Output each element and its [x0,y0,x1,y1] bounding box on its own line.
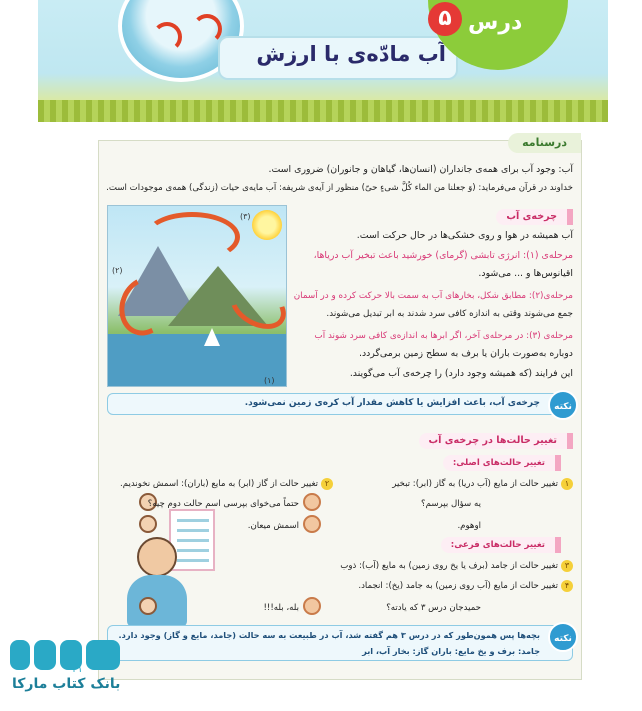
lesson-content [98,136,582,680]
state-item-1-text: تغییر حالت از مایع (آب دریا) به گاز (ابر): تبخیر [392,479,558,489]
boy-illustration [117,537,197,627]
marka-logo [10,640,120,670]
girl-avatar [303,597,321,615]
note-box-1 [107,393,573,415]
note-text-2: بچه‌ها پس همون‌طور که در درس ۳ هم گفته شد، آب در طبیعت به سه حالت (جامد، مایع و گاز) وجود دارد. [118,630,540,640]
state-item-4 [358,579,573,593]
bullet: ۲ [321,478,333,490]
page-title: آب مادّه‌ی با ارزش [256,42,446,66]
cycle-line-4: مرحله‌ی(۲): مطابق شکل، بخارهای آب به سمت بالا حرکت کرده و در آسمان [293,291,573,301]
lesson-number: ۵ [428,2,462,36]
footer [38,686,608,711]
cycle-line-7: دوباره به‌صورت باران یا برف به سطح زمین برمی‌گردد. [358,348,573,359]
page-number: ۴۱ [72,664,83,675]
boy-avatar [139,515,157,533]
secondary-changes-heading: تغییر حالت‌های فرعی: [441,537,561,553]
page [38,0,608,711]
girl-avatar [303,493,321,511]
sun-icon [252,210,282,240]
dialog-5: حمیدجان درس ۳ که یادته؟ [386,603,481,613]
cycle-line-5: جمع می‌شوند وقتی به اندازه کافی سرد شدند به ابر تبدیل می‌شوند. [326,309,573,319]
arrow-icon [144,212,240,262]
cycle-line-1: آب همیشه در هوا و روی خشکی‌ها در حال حرکت است. [356,230,573,241]
diagram-label-3: (۳) [240,212,251,221]
bullet: ۱ [561,478,573,490]
cycle-line-3: اقیانوس‌ها و ... می‌شود. [478,268,573,279]
note-box-2 [107,625,573,661]
intro-line-2: خداوند در قرآن می‌فرماید: (وَ جعلنا من الماء کُلَّ شیءٍ حیّ) منظور از آیه‌ی شریفه: آب مایه‌ی حیات (زندگی) همه‌ی موجودات است. [106,183,573,193]
note-badge: نکته [548,390,578,420]
logo-text: بانک کتاب مارکا [12,676,121,692]
state-item-1 [392,477,573,491]
water-cycle-heading: چرخه‌ی آب [496,209,573,225]
lake [108,334,286,386]
note-text-1: چرخه‌ی آب، باعث افزایش یا کاهش مقدار آب کره‌ی زمین نمی‌شود. [244,398,540,408]
dialog-3: اوهوم. [457,521,481,531]
state-item-3 [340,559,573,573]
diagram-label-2: (۲) [112,266,123,275]
arrow-icon [152,22,182,52]
state-item-3-text: تغییر حالت از جامد (برف یا یخ روی زمین) به مایع (آب): ذوب [340,561,558,571]
boat-icon [204,328,220,346]
cycle-line-2: مرحله‌ی (۱): انرژی تابشی (گرمای) خورشید باعث تبخیر آب دریاها، [313,250,573,261]
boy-avatar [139,597,157,615]
chapter-header [38,0,608,122]
bullet: ۳ [561,560,573,572]
cycle-line-8: این فرایند (که همیشه وجود دارد) را چرخه‌ی آب می‌گویند. [349,368,573,379]
dialog-2: حتماً می‌خوای بپرسی اسم حالت دوم چیه؟ [147,499,299,509]
water-cycle-diagram [107,205,287,387]
state-item-2 [120,477,333,491]
dialog-6: بله، بله!!! [263,603,299,613]
section-label: درسنامه [508,133,581,153]
grass-decoration [38,100,608,122]
intro-line-1: آب: وجود آب برای همه‌ی جانداران (انسان‌ها، گیاهان و جانوران) ضروری است. [268,164,573,175]
dialog-1: یه سؤال بپرسم؟ [421,499,481,509]
dialog-4: اسمش میعان. [247,521,299,531]
note-badge: نکته [548,622,578,652]
note-text-3: جامد: برف و یخ مایع: باران گاز: بخار آب، ابر [362,646,540,656]
lesson-badge [428,0,568,90]
diagram-label-1: (۱) [264,376,275,385]
state-change-heading: تغییر حالت‌ها در چرخه‌ی آب [419,433,574,449]
lesson-word: درس [468,10,523,35]
bullet: ۴ [561,580,573,592]
main-changes-heading: تغییر حالت‌های اصلی: [443,455,561,471]
girl-avatar [303,515,321,533]
state-item-4-text: تغییر حالت از مایع (آب روی زمین) به جامد (یخ): انجماد. [358,581,558,591]
cycle-line-6: مرحله‌ی (۳): در مرحله‌ی آخر، اگر ابرها به اندازه‌ی کافی سرد شوند آب [314,331,573,341]
title-banner [218,36,458,80]
state-item-2-text: تغییر حالت از گاز (ابر) به مایع (باران): اسمش نخوندیم. [120,479,318,489]
arrow-icon [192,14,222,44]
